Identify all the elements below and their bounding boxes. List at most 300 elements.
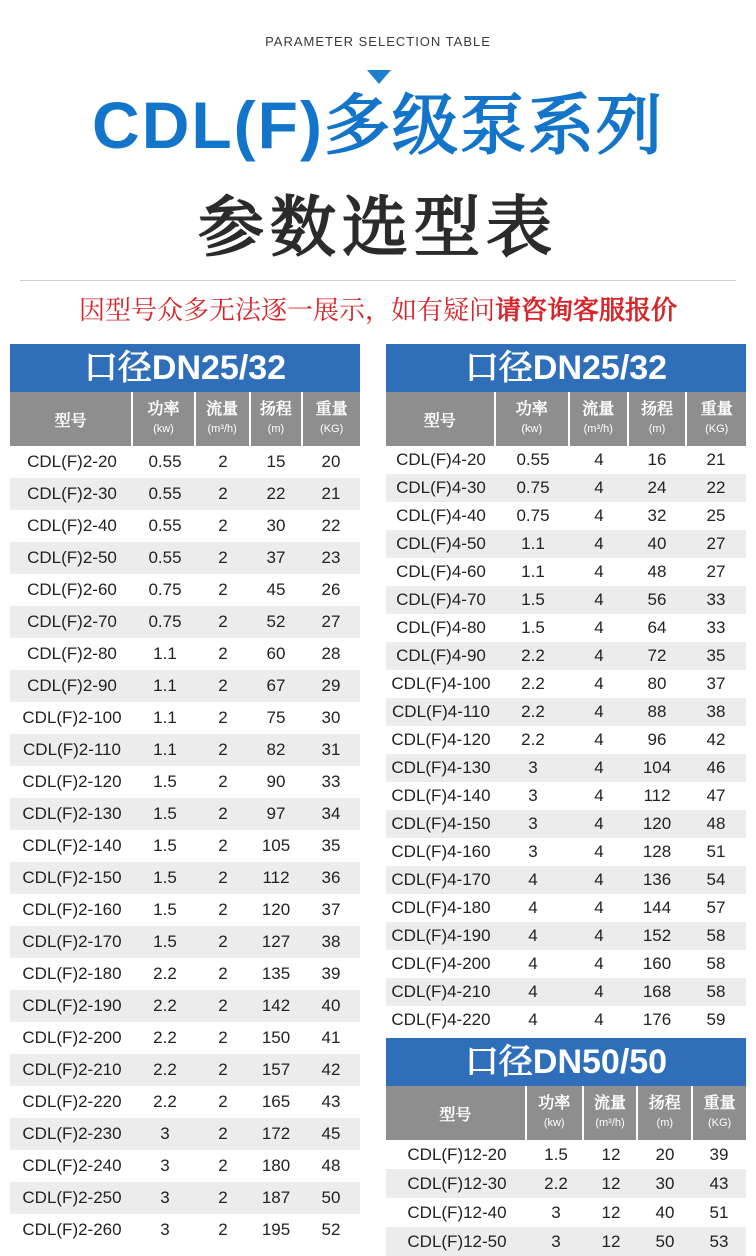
table-right-bottom-body	[386, 1140, 746, 1256]
cell-model: CDL(F)4-180	[391, 898, 491, 917]
table-row	[386, 782, 746, 810]
cell-power: 4	[528, 1010, 538, 1029]
col-weight: 重量 (KG)	[301, 392, 360, 446]
cell-flow: 12	[601, 1232, 621, 1251]
cell-flow: 2	[218, 452, 228, 471]
cell-model: CDL(F)2-170	[22, 932, 122, 951]
cell-power: 1.1	[153, 644, 177, 663]
col-model: 型号	[423, 412, 456, 430]
cell-model: CDL(F)4-200	[391, 954, 491, 973]
cell-model: CDL(F)4-150	[391, 814, 491, 833]
cell-head: 135	[261, 964, 291, 983]
cell-flow: 4	[594, 478, 604, 497]
cell-model: CDL(F)12-40	[407, 1203, 507, 1222]
table-row	[386, 810, 746, 838]
cell-model: CDL(F)12-50	[407, 1232, 507, 1251]
cell-power: 0.75	[148, 580, 182, 599]
cell-head: 96	[647, 730, 667, 749]
cell-power: 3	[160, 1156, 170, 1175]
cell-weight: 26	[321, 580, 341, 599]
cell-weight: 58	[706, 982, 726, 1001]
cell-power: 4	[528, 926, 538, 945]
cell-head: 67	[266, 676, 286, 695]
cell-head: 120	[642, 814, 672, 833]
cell-head: 105	[261, 836, 291, 855]
cell-weight: 41	[321, 1028, 341, 1047]
cell-flow: 4	[594, 814, 604, 833]
table-right-top-title: 口径DN25/32	[386, 344, 746, 392]
cell-power: 1.5	[521, 590, 545, 609]
cell-weight: 30	[321, 708, 341, 727]
table-row	[10, 446, 360, 478]
cell-flow: 4	[594, 646, 604, 665]
cell-power: 1.5	[153, 932, 177, 951]
table-row	[386, 838, 746, 866]
cell-weight: 38	[706, 702, 726, 721]
cell-head: 150	[261, 1028, 291, 1047]
cell-weight: 37	[321, 900, 341, 919]
cell-power: 1.5	[153, 900, 177, 919]
cell-power: 4	[528, 898, 538, 917]
table-row	[386, 950, 746, 978]
table-row	[386, 866, 746, 894]
cell-model: CDL(F)2-20	[27, 452, 117, 471]
cell-model: CDL(F)4-190	[391, 926, 491, 945]
cell-flow: 4	[594, 534, 604, 553]
cell-flow: 2	[218, 1124, 228, 1143]
cell-head: 72	[647, 646, 667, 665]
cell-flow: 4	[594, 702, 604, 721]
cell-weight: 51	[709, 1203, 729, 1222]
table-row	[10, 702, 360, 734]
cell-flow: 2	[218, 1188, 228, 1207]
cell-weight: 48	[321, 1156, 341, 1175]
table-left-body	[10, 446, 360, 1246]
cell-power: 2.2	[153, 1028, 177, 1047]
table-row	[386, 1227, 746, 1256]
cell-head: 112	[262, 868, 290, 887]
table-right-bottom-header	[386, 1086, 746, 1140]
cell-weight: 42	[706, 730, 726, 749]
cell-flow: 2	[218, 804, 228, 823]
cell-power: 1.5	[153, 868, 177, 887]
cell-power: 0.75	[516, 506, 550, 525]
cell-model: CDL(F)2-230	[22, 1124, 122, 1143]
table-right-top-body	[386, 446, 746, 1034]
cell-weight: 22	[321, 516, 341, 535]
cell-model: CDL(F)2-50	[27, 548, 117, 567]
table-row	[10, 510, 360, 542]
cell-model: CDL(F)2-70	[27, 612, 117, 631]
cell-head: 30	[266, 516, 286, 535]
cell-head: 152	[642, 926, 672, 945]
cell-model: CDL(F)4-50	[396, 534, 486, 553]
cell-power: 1.1	[153, 676, 177, 695]
cell-power: 1.5	[521, 618, 545, 637]
cell-flow: 4	[594, 730, 604, 749]
cell-weight: 27	[706, 562, 726, 581]
table-right-bottom	[386, 1038, 746, 1256]
down-arrow-icon	[367, 70, 391, 84]
cell-head: 97	[266, 804, 286, 823]
cell-flow: 2	[218, 1156, 228, 1175]
cell-weight: 27	[706, 534, 726, 553]
col-head: 扬程 (m)	[249, 392, 302, 446]
cell-model: CDL(F)2-200	[22, 1028, 122, 1047]
cell-weight: 33	[706, 618, 726, 637]
cell-flow: 2	[218, 612, 228, 631]
cell-model: CDL(F)2-220	[22, 1092, 122, 1111]
cell-flow: 2	[218, 900, 228, 919]
cell-model: CDL(F)4-130	[391, 758, 491, 777]
table-row	[386, 670, 746, 698]
table-row	[386, 978, 746, 1006]
table-right-top	[386, 344, 746, 1034]
cell-flow: 4	[594, 982, 604, 1001]
cell-head: 24	[647, 478, 667, 497]
cell-model: CDL(F)12-20	[407, 1145, 507, 1164]
cell-weight: 35	[706, 646, 726, 665]
cell-power: 2.2	[521, 730, 545, 749]
cell-power: 2.2	[153, 1060, 177, 1079]
table-row	[10, 766, 360, 798]
table-row	[386, 1140, 746, 1169]
cell-flow: 4	[594, 450, 604, 469]
cell-flow: 4	[594, 926, 604, 945]
cell-head: 176	[642, 1010, 672, 1029]
cell-head: 128	[642, 842, 672, 861]
cell-weight: 51	[706, 842, 726, 861]
cell-head: 127	[261, 932, 291, 951]
table-row	[10, 478, 360, 510]
cell-weight: 27	[321, 612, 341, 631]
cell-model: CDL(F)2-150	[22, 868, 122, 887]
cell-weight: 29	[321, 676, 341, 695]
cell-flow: 4	[594, 674, 604, 693]
cell-flow: 4	[594, 898, 604, 917]
cell-flow: 4	[594, 618, 604, 637]
page-title: CDL(F)多级泵系列	[92, 88, 664, 162]
cell-flow: 4	[594, 506, 604, 525]
cell-flow: 2	[218, 676, 228, 695]
cell-model: CDL(F)2-40	[27, 516, 117, 535]
cell-weight: 23	[321, 548, 341, 567]
table-row	[10, 734, 360, 766]
cell-flow: 2	[218, 644, 228, 663]
table-row	[386, 894, 746, 922]
cell-flow: 2	[218, 1220, 228, 1239]
cell-model: CDL(F)2-250	[22, 1188, 122, 1207]
cell-power: 3	[528, 814, 538, 833]
cell-weight: 58	[706, 926, 726, 945]
cell-flow: 2	[218, 708, 228, 727]
cell-weight: 57	[706, 898, 726, 917]
notice-text: 因型号众多无法逐一展示，如有疑问	[78, 295, 495, 325]
cell-flow: 2	[218, 740, 228, 759]
table-row	[10, 1086, 360, 1118]
cell-weight: 43	[709, 1174, 729, 1193]
cell-weight: 38	[321, 932, 341, 951]
cell-flow: 12	[601, 1174, 621, 1193]
cell-model: CDL(F)4-160	[391, 842, 491, 861]
col-power: 功率 (kw)	[525, 1086, 582, 1140]
cell-weight: 43	[321, 1092, 341, 1111]
cell-weight: 42	[321, 1060, 341, 1079]
cell-power: 2.2	[544, 1174, 568, 1193]
cell-flow: 2	[218, 996, 228, 1015]
cell-flow: 4	[594, 870, 604, 889]
col-model: 型号	[439, 1106, 472, 1124]
cell-head: 120	[261, 900, 291, 919]
col-power: 功率 (kw)	[131, 392, 194, 446]
cell-flow: 4	[594, 590, 604, 609]
cell-weight: 47	[706, 786, 726, 805]
cell-weight: 59	[706, 1010, 726, 1029]
notice	[0, 294, 756, 326]
cell-power: 3	[160, 1124, 170, 1143]
cell-power: 0.55	[148, 516, 182, 535]
cell-flow: 2	[218, 1092, 228, 1111]
cell-flow: 4	[594, 1010, 604, 1029]
table-row	[386, 726, 746, 754]
cell-flow: 2	[218, 1060, 228, 1079]
cell-power: 1.1	[521, 534, 545, 553]
table-row	[10, 798, 360, 830]
cell-weight: 36	[321, 868, 341, 887]
table-left	[10, 344, 360, 1246]
col-flow: 流量 (m³/h)	[582, 1086, 637, 1140]
cell-head: 48	[647, 562, 667, 581]
divider	[20, 280, 736, 281]
cell-weight: 25	[706, 506, 726, 525]
cell-head: 80	[647, 674, 667, 693]
table-row	[10, 1118, 360, 1150]
cell-model: CDL(F)4-210	[391, 982, 491, 1001]
cell-model: CDL(F)2-260	[22, 1220, 122, 1239]
cell-power: 3	[528, 842, 538, 861]
cell-weight: 37	[706, 674, 726, 693]
cell-model: CDL(F)2-120	[22, 772, 122, 791]
col-flow: 流量 (m³/h)	[194, 392, 249, 446]
table-row	[386, 502, 746, 530]
col-power: 功率 (kw)	[494, 392, 568, 446]
table-right-top-header	[386, 392, 746, 446]
cell-weight: 35	[321, 836, 341, 855]
cell-flow: 2	[218, 1028, 228, 1047]
cell-head: 172	[261, 1124, 291, 1143]
cell-head: 60	[266, 644, 286, 663]
table-row	[10, 1182, 360, 1214]
cell-head: 52	[266, 612, 286, 631]
cell-head: 56	[647, 590, 667, 609]
col-model: 型号	[54, 412, 87, 430]
cell-head: 30	[655, 1174, 675, 1193]
cell-head: 157	[261, 1060, 291, 1079]
cell-model: CDL(F)4-70	[396, 590, 486, 609]
cell-head: 160	[642, 954, 672, 973]
cell-power: 1.1	[153, 708, 177, 727]
cell-model: CDL(F)4-20	[396, 450, 486, 469]
cell-model: CDL(F)2-210	[22, 1060, 122, 1079]
table-row	[386, 922, 746, 950]
cell-model: CDL(F)2-160	[22, 900, 122, 919]
cell-weight: 50	[321, 1188, 341, 1207]
notice-emphasis: 请咨询客服报价	[495, 295, 678, 325]
cell-head: 40	[655, 1203, 675, 1222]
cell-flow: 4	[594, 758, 604, 777]
cell-power: 3	[528, 758, 538, 777]
cell-weight: 31	[321, 740, 341, 759]
cell-weight: 34	[321, 804, 341, 823]
cell-flow: 2	[218, 964, 228, 983]
cell-power: 0.55	[148, 452, 182, 471]
col-head: 扬程 (m)	[636, 1086, 691, 1140]
cell-model: CDL(F)2-110	[23, 740, 121, 759]
cell-weight: 58	[706, 954, 726, 973]
table-row	[10, 1214, 360, 1246]
cell-model: CDL(F)2-80	[27, 644, 117, 663]
cell-power: 0.55	[148, 484, 182, 503]
cell-weight: 53	[709, 1232, 729, 1251]
cell-head: 168	[642, 982, 672, 1001]
cell-power: 1.1	[521, 562, 545, 581]
table-row	[10, 574, 360, 606]
table-row	[10, 926, 360, 958]
cell-power: 4	[528, 982, 538, 1001]
cell-head: 112	[643, 786, 671, 805]
cell-flow: 2	[218, 548, 228, 567]
cell-model: CDL(F)2-130	[22, 804, 122, 823]
table-row	[386, 1006, 746, 1034]
cell-power: 3	[160, 1188, 170, 1207]
cell-head: 90	[266, 772, 286, 791]
table-row	[10, 606, 360, 638]
cell-head: 180	[261, 1156, 291, 1175]
cell-flow: 12	[601, 1145, 621, 1164]
cell-head: 187	[261, 1188, 291, 1207]
cell-power: 2.2	[521, 646, 545, 665]
table-row	[10, 990, 360, 1022]
table-row	[10, 862, 360, 894]
cell-weight: 28	[321, 644, 341, 663]
cell-head: 32	[647, 506, 667, 525]
cell-flow: 4	[594, 562, 604, 581]
cell-power: 2.2	[153, 1092, 177, 1111]
cell-head: 136	[642, 870, 672, 889]
cell-flow: 2	[218, 484, 228, 503]
cell-power: 1.5	[153, 804, 177, 823]
col-weight: 重量 (KG)	[691, 1086, 746, 1140]
col-flow: 流量 (m³/h)	[568, 392, 627, 446]
cell-weight: 46	[706, 758, 726, 777]
cell-model: CDL(F)2-90	[27, 676, 117, 695]
table-left-title: 口径DN25/32	[10, 344, 360, 392]
cell-model: CDL(F)2-100	[22, 708, 122, 727]
cell-power: 2.2	[521, 702, 545, 721]
cell-flow: 2	[218, 836, 228, 855]
cell-power: 3	[551, 1232, 561, 1251]
table-row	[386, 698, 746, 726]
page-subtitle: 参数选型表	[198, 190, 558, 264]
cell-weight: 45	[321, 1124, 341, 1143]
table-row	[10, 1054, 360, 1086]
cell-model: CDL(F)4-120	[391, 730, 491, 749]
table-row	[10, 830, 360, 862]
cell-power: 2.2	[153, 996, 177, 1015]
cell-head: 40	[647, 534, 667, 553]
col-weight: 重量 (KG)	[685, 392, 746, 446]
cell-head: 15	[266, 452, 286, 471]
cell-weight: 33	[321, 772, 341, 791]
table-row	[10, 958, 360, 990]
table-row	[386, 642, 746, 670]
cell-model: CDL(F)4-220	[391, 1010, 491, 1029]
table-row	[10, 894, 360, 926]
cell-model: CDL(F)2-60	[27, 580, 117, 599]
cell-weight: 33	[706, 590, 726, 609]
cell-head: 144	[642, 898, 672, 917]
cell-power: 3	[528, 786, 538, 805]
cell-flow: 2	[218, 932, 228, 951]
table-left-header	[10, 392, 360, 446]
cell-model: CDL(F)4-110	[392, 702, 490, 721]
cell-model: CDL(F)4-60	[396, 562, 486, 581]
table-row	[386, 474, 746, 502]
cell-power: 1.5	[153, 836, 177, 855]
table-row	[386, 1198, 746, 1227]
cell-head: 104	[642, 758, 672, 777]
cell-head: 16	[647, 450, 667, 469]
table-row	[386, 446, 746, 474]
cell-flow: 4	[594, 786, 604, 805]
cell-head: 75	[266, 708, 286, 727]
table-row	[386, 1169, 746, 1198]
cell-weight: 39	[321, 964, 341, 983]
cell-flow: 2	[218, 772, 228, 791]
cell-head: 45	[266, 580, 286, 599]
cell-power: 0.55	[148, 548, 182, 567]
cell-model: CDL(F)2-30	[27, 484, 117, 503]
cell-weight: 39	[709, 1145, 729, 1164]
cell-power: 3	[551, 1203, 561, 1222]
cell-model: CDL(F)2-240	[22, 1156, 122, 1175]
col-head: 扬程 (m)	[627, 392, 686, 446]
cell-head: 165	[261, 1092, 291, 1111]
cell-head: 37	[266, 548, 286, 567]
table-right-bottom-title: 口径DN50/50	[386, 1038, 746, 1086]
cell-model: CDL(F)4-80	[396, 618, 486, 637]
cell-flow: 2	[218, 516, 228, 535]
table-row	[10, 1022, 360, 1054]
cell-head: 195	[261, 1220, 291, 1239]
cell-power: 1.5	[153, 772, 177, 791]
table-row	[10, 1150, 360, 1182]
cell-weight: 21	[321, 484, 341, 503]
cell-model: CDL(F)4-90	[396, 646, 486, 665]
top-label: PARAMETER SELECTION TABLE	[265, 34, 491, 49]
cell-power: 4	[528, 870, 538, 889]
table-row	[386, 558, 746, 586]
cell-model: CDL(F)2-190	[22, 996, 122, 1015]
cell-model: CDL(F)4-140	[391, 786, 491, 805]
cell-power: 2.2	[153, 964, 177, 983]
cell-model: CDL(F)12-30	[407, 1174, 507, 1193]
cell-weight: 48	[706, 814, 726, 833]
table-row	[10, 542, 360, 574]
cell-weight: 22	[706, 478, 726, 497]
cell-head: 50	[655, 1232, 675, 1251]
cell-head: 20	[655, 1145, 675, 1164]
